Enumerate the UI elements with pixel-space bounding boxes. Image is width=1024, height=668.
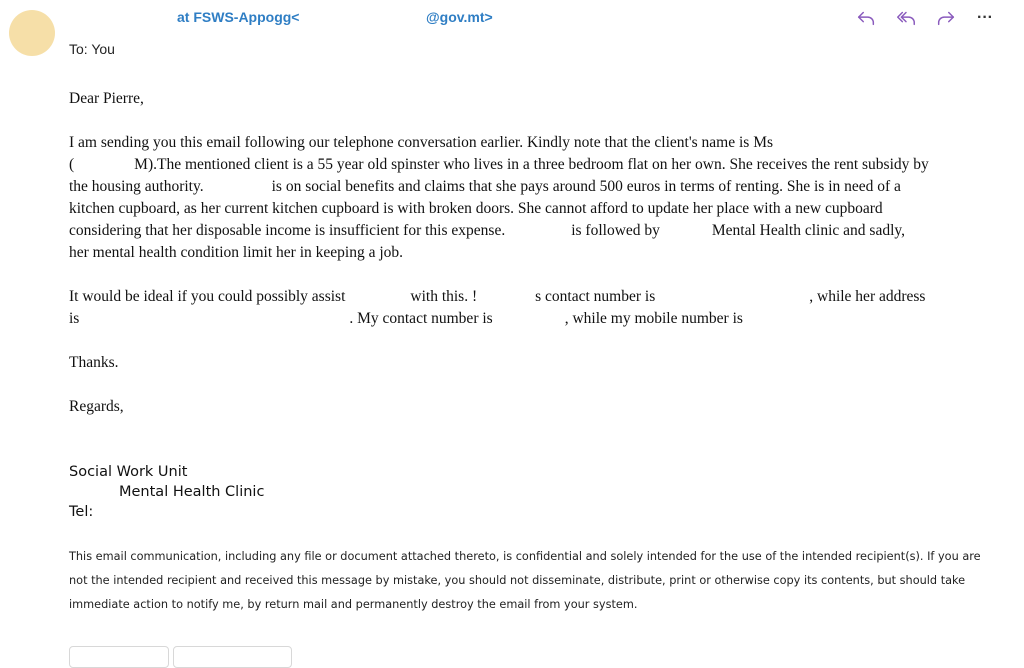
signature-block xyxy=(69,462,264,522)
message-actions xyxy=(852,6,998,30)
body-line: ( M).The mentioned client is a 55 year old spinster who lives in a three bedroom flat on her own. She receives the rent subsidy by xyxy=(69,156,929,173)
forward-icon xyxy=(935,7,957,29)
regards-line: Regards, xyxy=(69,398,124,415)
signature-clinic: Mental Health Clinic xyxy=(119,484,265,500)
reply-icon xyxy=(855,7,877,29)
thanks-line: Thanks. xyxy=(69,354,119,371)
reply-button[interactable] xyxy=(852,6,880,30)
body-line: the housing authority. is on social benefits and claims that she pays around 500 euros in terms of renting. She is in need of a xyxy=(69,178,901,195)
sender-name-part: at FSWS-Appogg< xyxy=(177,9,300,25)
more-icon[interactable]: ··· xyxy=(977,9,993,26)
footer-action-button[interactable] xyxy=(69,646,169,668)
footer-action-button[interactable] xyxy=(173,646,292,668)
to-label: To: xyxy=(69,41,88,57)
body-line: I am sending you this email following our telephone conversation earlier. Kindly note that the client's name is Ms xyxy=(69,134,774,151)
confidentiality-disclaimer xyxy=(69,545,1004,617)
body-line: considering that her disposable income is insufficient for this expense. is followed by Mental Health clinic and sadly, xyxy=(69,222,906,239)
message-body xyxy=(69,88,1009,418)
sender-avatar[interactable] xyxy=(9,10,55,56)
body-line: It would be ideal if you could possibly assist with this. ! s contact number is , while her address xyxy=(69,288,926,305)
greeting: Dear Pierre, xyxy=(69,90,144,107)
paragraph-client xyxy=(69,132,1009,264)
signature-tel: Tel: xyxy=(69,504,94,520)
to-value: You xyxy=(91,41,115,57)
disclaimer-line: not the intended recipient and received this message by mistake, you should not disseminate, distribute, print or otherwise copy its contents, but should take xyxy=(69,574,966,587)
body-line: kitchen cupboard, as her current kitchen cupboard is with broken doors. She cannot afford to update her place with a new cupboard xyxy=(69,200,883,217)
recipient-line xyxy=(69,41,115,57)
disclaimer-line: immediate action to notify me, by return mail and permanently destroy the email from your system. xyxy=(69,598,638,611)
reply-all-button[interactable] xyxy=(892,6,920,30)
body-line: her mental health condition limit her in keeping a job. xyxy=(69,244,404,261)
body-line: is . My contact number is , while my mobile number is xyxy=(69,310,743,327)
reply-all-icon xyxy=(895,7,917,29)
paragraph-contact xyxy=(69,286,1009,330)
forward-button[interactable] xyxy=(932,6,960,30)
signature-unit: Social Work Unit xyxy=(69,464,188,480)
disclaimer-line: This email communication, including any file or document attached thereto, is confidential and solely intended for the use of the intended recipient(s). If you are xyxy=(69,550,981,563)
sender-domain-part: @gov.mt> xyxy=(426,9,493,25)
